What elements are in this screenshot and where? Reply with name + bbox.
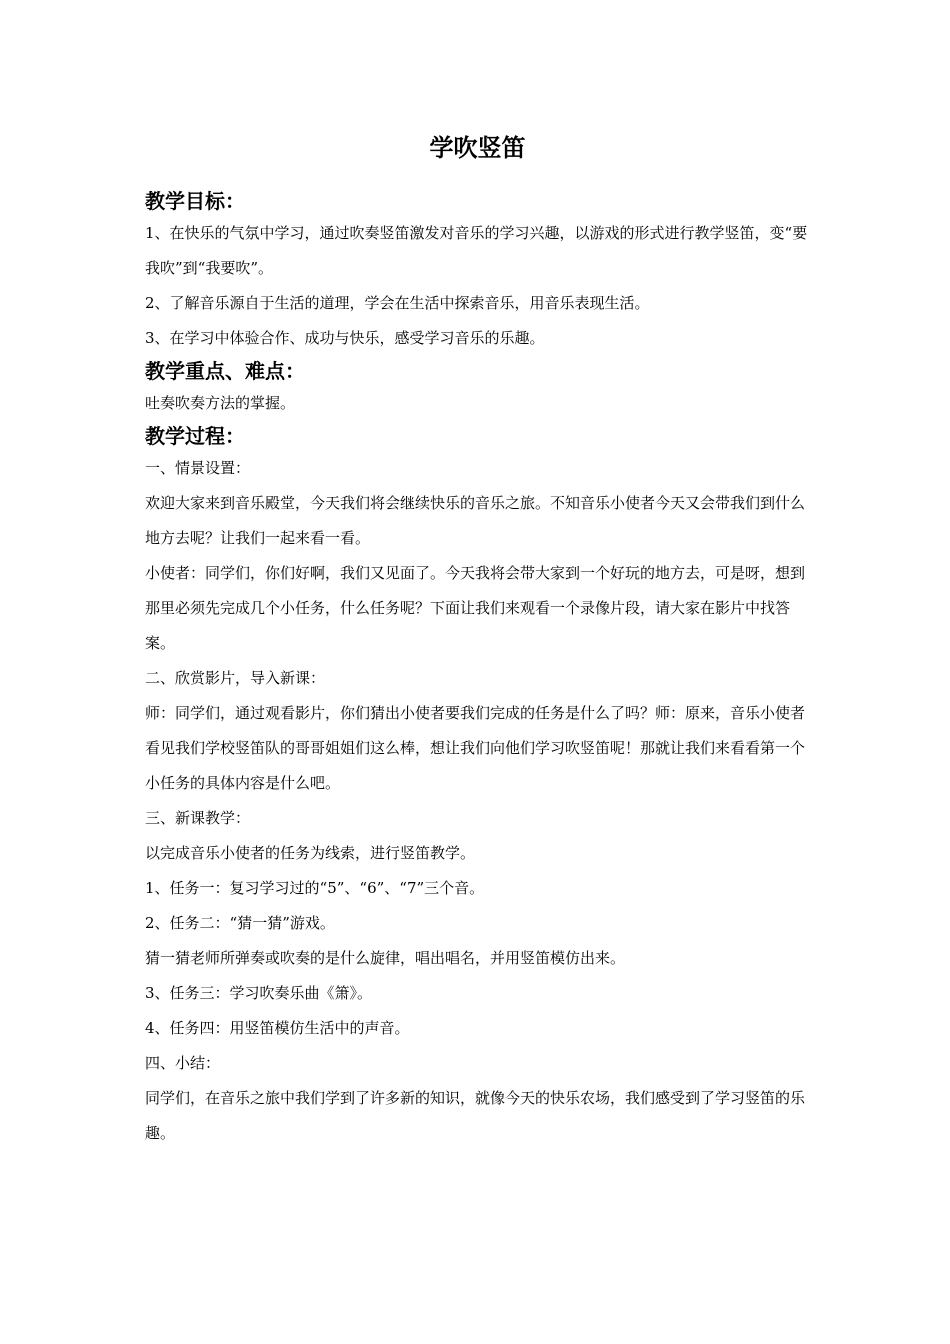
process-paragraph: 二、欣赏影片，导入新课： [145,669,326,687]
process-paragraph: 1、任务一：复习学习过的“5”、“6”、“7”三个音。 [145,879,485,897]
objective-item: 2、了解音乐源自于生活的道理，学会在生活中探索音乐，用音乐表现生活。 [145,294,650,312]
process-paragraph: 欢迎大家来到音乐殿堂，今天我们将会继续快乐的音乐之旅。不知音乐小使者今天又会带我们到什么地方去呢？让我们一起来看一看。 [145,494,806,547]
process-paragraph: 4、任务四：用竖笛模仿生活中的声音。 [145,1019,410,1037]
process-section [145,421,810,1151]
process-paragraph: 四、小结： [145,1054,221,1072]
process-heading: 教学过程： [145,424,245,448]
process-paragraph: 三、新课教学： [145,809,251,827]
process-paragraph: 一、情景设置： [145,459,251,477]
process-paragraph: 师：同学们，通过观看影片，你们猜出小使者要我们完成的任务是什么了吗？师：原来，音乐小使者看见我们学校竖笛队的哥哥姐姐们这么棒，想让我们向他们学习吹竖笛呢！那就让我们来看看第一个小任务的具体内容是什么吧。 [145,704,806,792]
process-paragraph: 以完成音乐小使者的任务为线索，进行竖笛教学。 [145,844,476,862]
page-title: 学吹竖笛 [429,134,526,162]
process-paragraph: 2、任务二：“猜一猜”游戏。 [145,914,335,932]
objective-item: 1、在快乐的气氛中学习，通过吹奏竖笛激发对音乐的学习兴趣，以游戏的形式进行教学竖笛，变“要我吹”到“我要吹”。 [145,224,808,277]
process-paragraph: 3、任务三：学习吹奏乐曲《箫》。 [145,984,373,1002]
process-paragraph: 同学们，在音乐之旅中我们学到了许多新的知识，就像今天的快乐农场，我们感受到了学习竖笛的乐趣。 [145,1089,806,1142]
process-paragraph: 小使者：同学们，你们好啊，我们又见面了。今天我将会带大家到一个好玩的地方去，可是呀，想到那里必须先完成几个小任务，什么任务呢？下面让我们来观看一个录像片段，请大家在影片中找答案。 [145,564,806,652]
process-paragraph: 猜一猜老师所弹奏或吹奏的是什么旋律，唱出唱名，并用竖笛模仿出来。 [145,949,626,967]
objectives-section [145,186,810,356]
key-points-text: 吐奏吹奏方法的掌握。 [145,394,296,412]
key-points-heading: 教学重点、难点： [145,359,305,383]
objectives-heading: 教学目标： [145,189,245,213]
document-page [145,128,810,1151]
key-points-section [145,356,810,421]
objective-item: 3、在学习中体验合作、成功与快乐，感受学习音乐的乐趣。 [145,329,545,347]
